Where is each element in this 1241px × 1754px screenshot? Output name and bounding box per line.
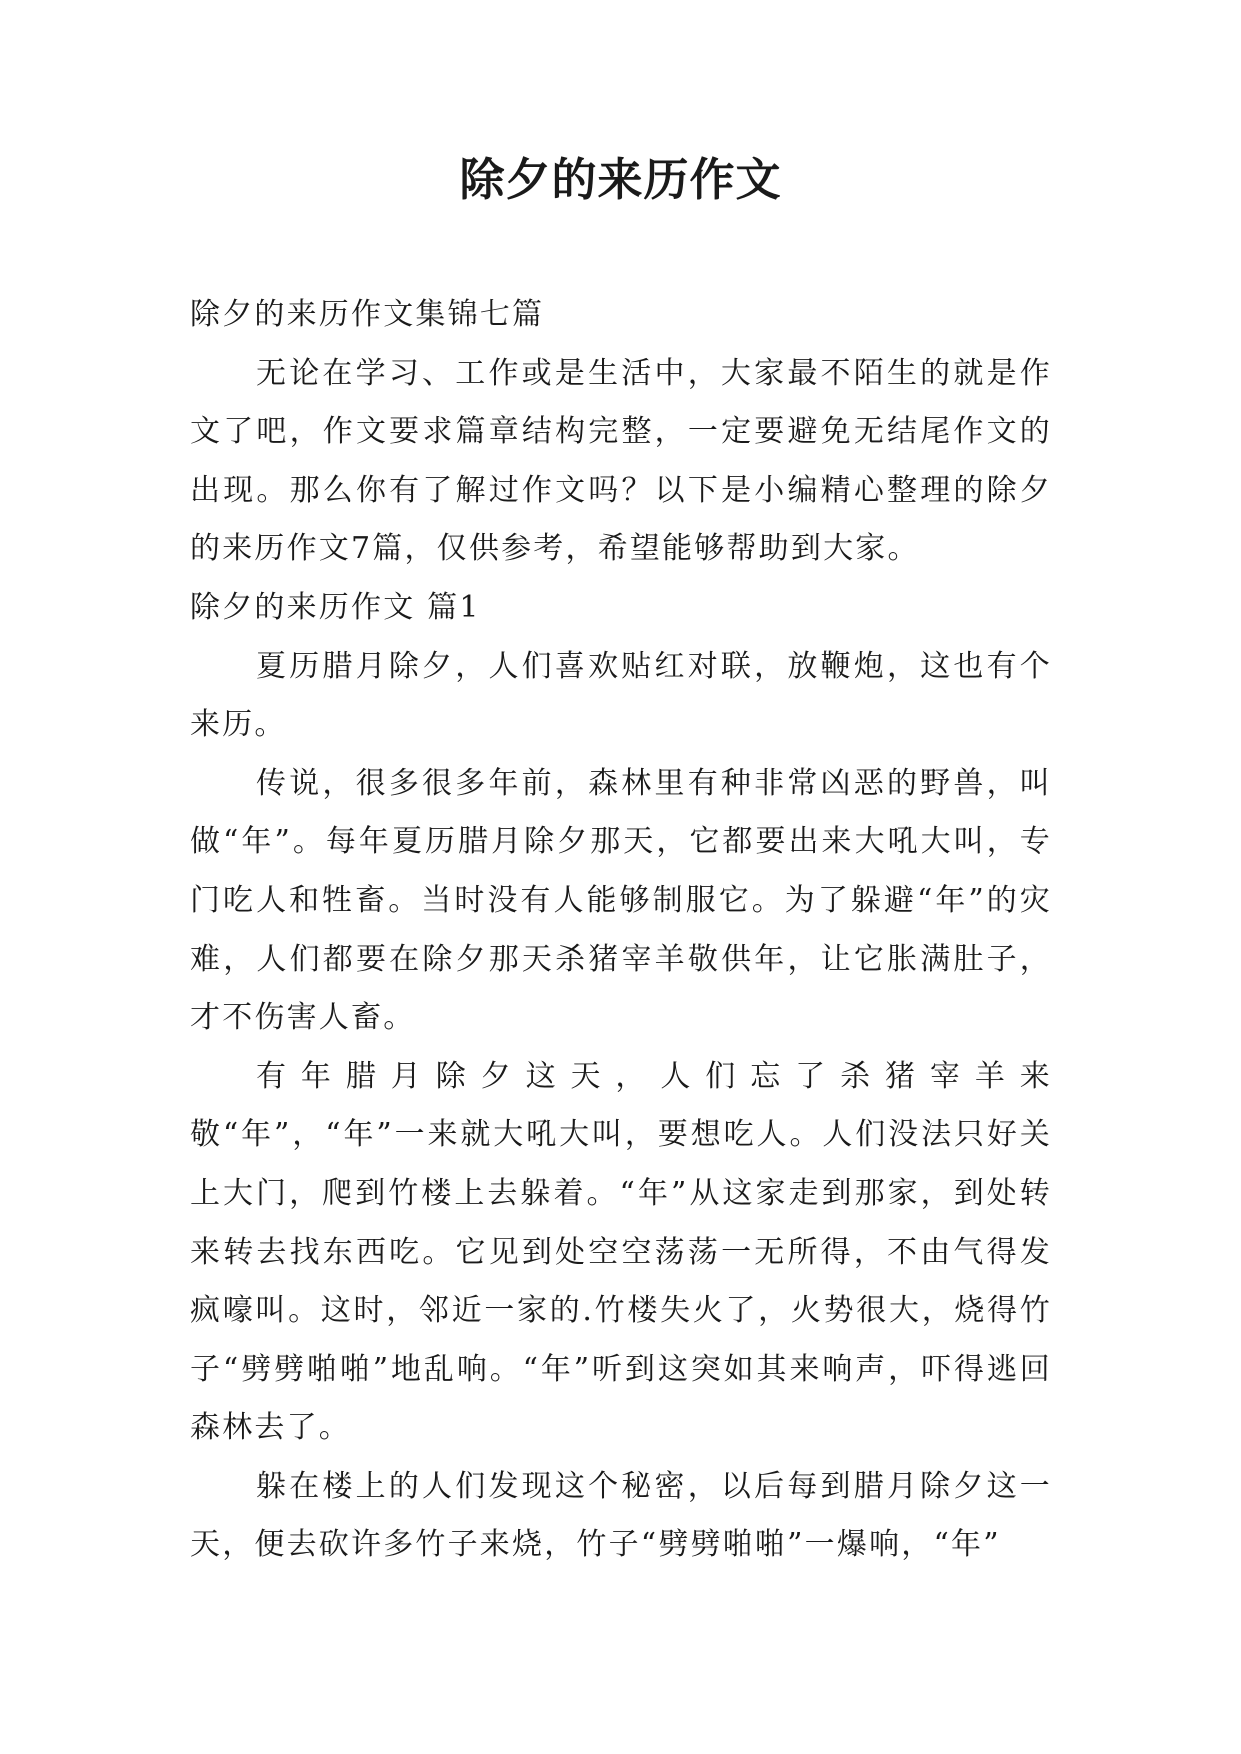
- document-body: [190, 286, 1052, 1575]
- intro-paragraph: 无论在学习、工作或是生活中，大家最不陌生的就是作文了吧，作文要求篇章结构完整，一定要避免无结尾作文的出现。那么你有了解过作文吗？以下是小编精心整理的除夕的来历作文7篇，仅供参考，希望能够帮助到大家。: [190, 355, 1052, 567]
- body-paragraph: 躲在楼上的人们发现这个秘密，以后每到腊月除夕这一天，便去砍许多竹子来烧，竹子“劈劈啪啪”一爆响，“年”: [190, 1468, 1052, 1563]
- body-paragraph: 夏历腊月除夕，人们喜欢贴红对联，放鞭炮，这也有个来历。: [190, 648, 1052, 743]
- body-paragraph: 传说，很多很多年前，森林里有种非常凶恶的野兽，叫做“年”。每年夏历腊月除夕那天，它都要出来大吼大叫，专门吃人和牲畜。当时没有人能够制服它。为了躲避“年”的灾难，人们都要在除夕那天杀猪宰羊敬供年，让它胀满肚子，才不伤害人畜。: [190, 765, 1052, 1036]
- document-title: 除夕的来历作文: [459, 153, 782, 206]
- body-paragraph: 有年腊月除夕这天，人们忘了杀猪宰羊来敬“年”，“年”一来就大吼大叫，要想吃人。人们没法只好关上大门，爬到竹楼上去躲着。“年”从这家走到那家，到处转来转去找东西吃。它见到处空空荡荡一无所得，不由气得发疯嚎叫。这时，邻近一家的.竹楼失火了，火势很大，烧得竹子“劈劈啪啪”地乱响。“年”听到这突如其来响声，吓得逃回森林去了。: [190, 1058, 1052, 1446]
- section-heading: 除夕的来历作文 篇1: [190, 589, 481, 625]
- collection-subtitle: 除夕的来历作文集锦七篇: [190, 297, 545, 332]
